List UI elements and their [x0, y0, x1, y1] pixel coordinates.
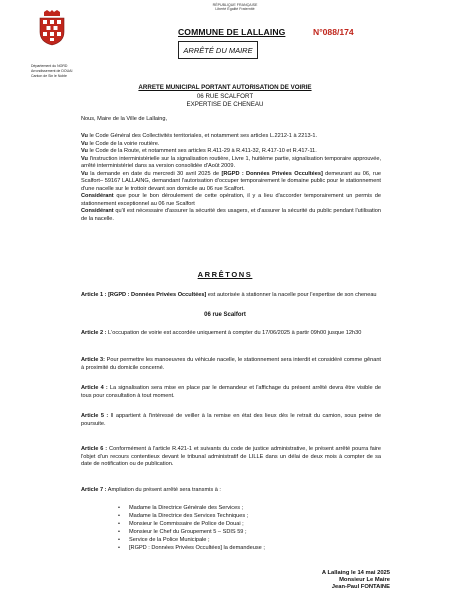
ampliation-redacted: [RGPD : Données Privées Occultées]: [129, 545, 222, 551]
dept-line2: Arrondissement de DOUAI: [31, 69, 73, 73]
considerant-2: [81, 208, 381, 223]
city-crest-logo: [38, 10, 66, 46]
article-7-text: Ampliation du présent arrêté sera transmis à :: [106, 487, 221, 493]
vu-3-lead: Vu: [81, 148, 88, 154]
considerant-1: [81, 193, 381, 208]
document-title: [60, 84, 390, 110]
article-1: [81, 292, 381, 300]
ampliation-last-text: la demandeuse ;: [221, 545, 265, 551]
list-item: • Monsieur le Commissaire de Police de Douai ;: [118, 520, 388, 528]
rf-line2: Liberté Égalité Fraternité: [215, 7, 255, 12]
article-3-text: Pour permettre les manoeuvres du véhicule nacelle, le stationnement sera interdit et considéré comme gênant à proximité du domicile concerné.: [81, 357, 381, 371]
vu-5-redacted: [RGPD : Données Privées Occultées]: [221, 170, 323, 177]
article-4: [81, 385, 381, 400]
vu-3: [81, 148, 381, 156]
considerant-2-lead: Considérant: [81, 208, 114, 214]
article-6-text: Conformément à l'article R.421-1 et suivants du code de justice administrative, le présent arrêté pourra faire l'objet d'un recours contentieux devant le tribunal administratif de LILLE dans un délai de deux mois à compter de sa date de notification ou de publication.: [81, 446, 381, 467]
title-line1: ARRETE MUNICIPAL PORTANT AUTORISATION DE VOIRIE: [138, 84, 312, 91]
list-item: [118, 544, 388, 552]
vu-1-text: le Code Général des Collectivités territoriales, et notamment ses articles L.2212-1 à 2213-1.: [87, 133, 318, 139]
article-4-lead: Article 4 :: [81, 385, 108, 391]
title-line3: EXPERTISE DE CHENEAU: [186, 101, 264, 108]
vu-5-text-a: la demande en date du mercredi 30 avril 2025 de: [87, 170, 222, 177]
article-5-text: Il appartient à l'intéressé de veiller à la remise en état des lieux dès le retrait du camion, sous peine de poursuite.: [81, 413, 382, 427]
republique-header: [205, 3, 265, 12]
preamble-considerants: [81, 133, 381, 223]
rf-line1: RÉPUBLIQUE FRANÇAISE: [212, 3, 258, 7]
arrete-du-maire-label: ARRÊTÉ DU MAIRE: [183, 45, 253, 55]
article-1-address: 06 rue Scalfort: [204, 312, 246, 318]
article-4-text: La signalisation sera mise en place par le demandeur et l'affichage du présent arrêté devra être visible de tous pour consultation à tout moment.: [81, 385, 381, 399]
commune-title: COMMUNE DE LALLAING: [178, 27, 286, 37]
vu-5-lead: Vu: [81, 170, 88, 177]
vu-3-text: le Code de la Route, et notamment ses articles R.411-29 à R.411-32, R.417-10 et R.417-11.: [87, 148, 317, 154]
arrete-number: N°088/174: [313, 27, 354, 37]
article-1-redacted: [RGPD : Données Privées Occultées]: [108, 292, 207, 298]
article-7: [81, 487, 381, 495]
vu-4: [81, 156, 381, 171]
signature-block: [280, 570, 390, 592]
arrete-du-maire-box: [178, 41, 258, 59]
article-6-lead: Article 6 :: [81, 446, 108, 452]
article-2: [81, 330, 381, 338]
signature-title: Monsieur Le Maire: [339, 577, 390, 584]
vu-1: [81, 133, 381, 141]
article-3: [81, 357, 381, 372]
dept-line1: Département du NORD: [31, 64, 68, 68]
article-2-lead: Article 2 :: [81, 330, 107, 336]
article-7-lead: Article 7 :: [81, 487, 107, 493]
list-item: • Monsieur le Chef du Groupement 5 – SDIS 59 ;: [118, 528, 388, 536]
considerant-1-text: que pour le bon déroulement de cette opération, il y a lieu d'accorder temporairement un permis de stationnement exceptionnel au 06 rue Scalfort: [81, 193, 381, 207]
vu-4-lead: Vu: [81, 155, 88, 162]
dept-line3: Canton de Sin le Noble: [31, 74, 67, 78]
vu-5: [81, 171, 381, 194]
vu-2-text: le Code de la voirie routière.: [87, 140, 160, 147]
title-line2: 06 RUE SCALFORT: [196, 92, 254, 100]
article-5: [81, 413, 381, 428]
preamble-nous: Nous, Maire de la Ville de Lallaing,: [81, 116, 168, 122]
article-3-lead: Article 3:: [81, 357, 106, 363]
signature-name: Jean-Paul FONTAINE: [331, 584, 390, 591]
vu-2: [81, 141, 381, 149]
article-1-text: est autorisée à stationner la nacelle pour l'expertise de son cheneau: [206, 292, 377, 298]
vu-2-lead: Vu: [81, 140, 88, 147]
considerant-1-lead: Considérant: [81, 193, 114, 199]
article-2-text: L'occupation de voirie est accordée uniquement à compter du 17/06/2025 à partir 09h00 jusque 12h30: [106, 330, 362, 336]
vu-1-lead: Vu: [81, 133, 88, 139]
arretons-heading: ARRÊTONS: [197, 270, 253, 279]
list-item: • Service de la Police Municipale ;: [118, 536, 388, 544]
list-item: • Madame la Directrice des Services Techniques ;: [118, 512, 388, 520]
vu-5-text-b: demeurant au 06, rue Scalfort– 59167 LALLAING, demandant l'autorisation d'occuper temporairement le domaine public pour le stationnement d'une nacelle sur le trottoir devant son domicile au 06 rue Scalfort.: [81, 170, 381, 192]
list-item: • Madame la Directrice Générale des Services ;: [118, 504, 388, 512]
vu-4-text: l'instruction interministérielle sur la signalisation routière, Livre 1, huitième partie, signalisation temporaire approuvée, arrêté interministériel dans sa version consolidée d'Août 2009.: [81, 155, 381, 169]
article-5-lead: Article 5 :: [81, 413, 109, 419]
considerant-2-text: qu'il est nécessaire d'assurer la sécurité des usagers, et d'assurer la sécurité du public pendant l'utilisation de la nacelle.: [81, 208, 381, 222]
article-1-lead: Article 1 :: [81, 292, 107, 298]
article-6: [81, 446, 381, 469]
ampliation-list: [118, 504, 388, 552]
signature-date: A Lallaing le 14 mai 2025: [321, 570, 390, 576]
department-block: [31, 64, 111, 79]
